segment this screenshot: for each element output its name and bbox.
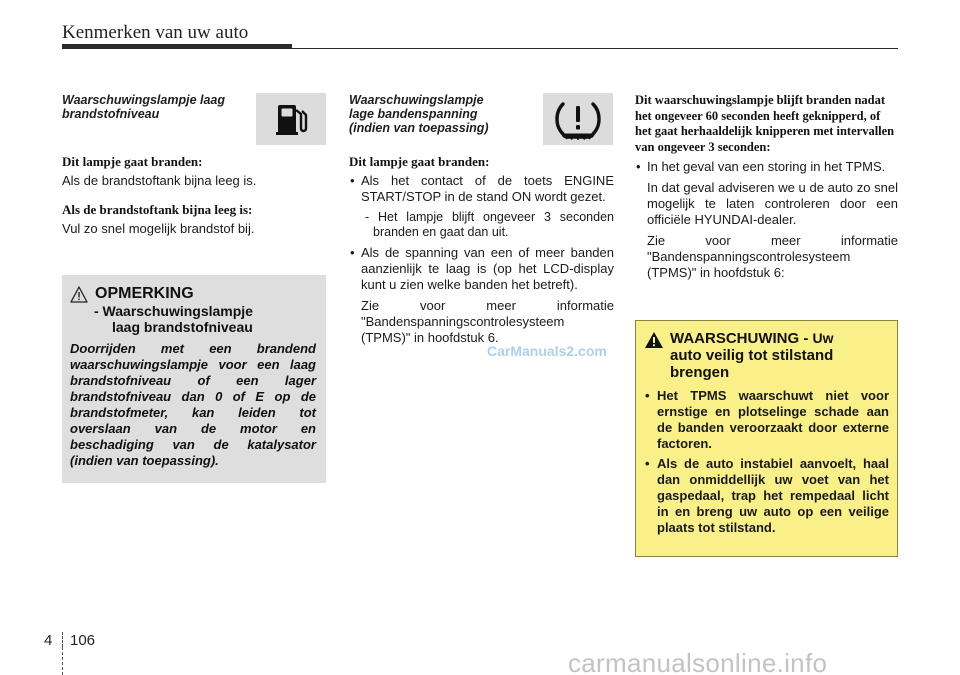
footer-brand-watermark: carmanualsonline.info bbox=[568, 648, 828, 675]
page-number: 106 bbox=[70, 632, 96, 649]
note-title: OPMERKING bbox=[95, 285, 194, 302]
tpms-when-heading: Dit lampje gaat branden: bbox=[349, 154, 490, 169]
blink-heading: Dit waarschuwingslampje blijft branden nadat het ongeveer 60 seconden heeft geknipperd, of het gaat herhaaldelijk knipperen met intervallen van ongeveer 3 seconden: bbox=[635, 93, 895, 154]
list-item: • In het geval van een storing in het TPMS. In dat geval adviseren we u de auto zo snel mogelijk te laten controleren door een officiële HYUNDAI-dealer. Zie voor meer informatie "Bandenspanningscontrolesysteem (TPMS)" in hoofdstuk 6: bbox=[635, 159, 898, 281]
warning-bullet-list bbox=[644, 388, 889, 536]
warning-box bbox=[635, 320, 898, 557]
header-rule bbox=[62, 48, 898, 49]
fuel-empty-heading: Als de brandstoftank bijna leeg is: bbox=[62, 202, 253, 217]
list-item: • Het TPMS waarschuwt niet voor ernstige en plotselinge schade aan de banden veroorzaakt door externe factoren. bbox=[644, 388, 889, 452]
chapter-number: 4 bbox=[44, 632, 53, 649]
list-item: • Als de spanning van een of meer banden aanzienlijk te laag is (op het LCD-display kunt u zien welke banden het betreft). Zie voor meer informatie "Bandenspanningscontrolesysteem (TPMS)" in hoofdstuk 6. bbox=[349, 245, 614, 346]
list-item: • Als de auto instabiel aanvoelt, haal dan onmiddellijk uw voet van het gaspedaal, trap het rempedaal licht in en breng uw auto op een veilige plaats tot stilstand. bbox=[644, 456, 889, 536]
tpms-section-title: Waarschuwingslampje lage bandenspanning (indien van toepassing) bbox=[349, 93, 489, 135]
watermark-text: CarManuals2.com bbox=[487, 343, 607, 359]
note-subtitle: - Waarschuwingslampje laag brandstofniveau bbox=[94, 303, 253, 335]
tpms-bullet-list bbox=[349, 173, 614, 346]
note-box bbox=[62, 275, 326, 483]
footer-divider bbox=[62, 632, 63, 647]
warning-triangle-icon bbox=[644, 331, 664, 349]
fuel-empty-text: Vul zo snel mogelijk brandstof bij. bbox=[62, 221, 255, 236]
list-item: • Als het contact of de toets ENGINE START/STOP in de stand ON wordt gezet. - Het lampje blijft ongeveer 3 seconden branden en gaat dan uit. bbox=[349, 173, 614, 240]
fuel-when-heading: Dit lampje gaat branden: bbox=[62, 154, 203, 169]
blink-bullet-list bbox=[635, 159, 898, 281]
caution-triangle-icon bbox=[70, 286, 88, 303]
tire-pressure-warning-icon bbox=[543, 93, 613, 145]
page-header-title: Kenmerken van uw auto bbox=[62, 22, 249, 43]
note-body: Doorrijden met een brandend waarschuwingslampje voor een laag brandstofniveau of een lager brandstofniveau dan 0 of E op de brandstofmeter, kan leiden tot overslaan van de motor en beschadiging van de katalysator (indien van toepassing). bbox=[70, 341, 316, 468]
fuel-pump-icon bbox=[256, 93, 326, 145]
footer-dashed-line bbox=[62, 647, 63, 675]
fuel-section-title: Waarschuwingslampje laag brandstofniveau bbox=[62, 93, 226, 121]
tpms-blink-section bbox=[635, 93, 898, 281]
warning-title: WAARSCHUWING - Uw auto veilig tot stilstand brengen bbox=[670, 330, 834, 381]
fuel-when-text: Als de brandstoftank bijna leeg is. bbox=[62, 173, 257, 188]
